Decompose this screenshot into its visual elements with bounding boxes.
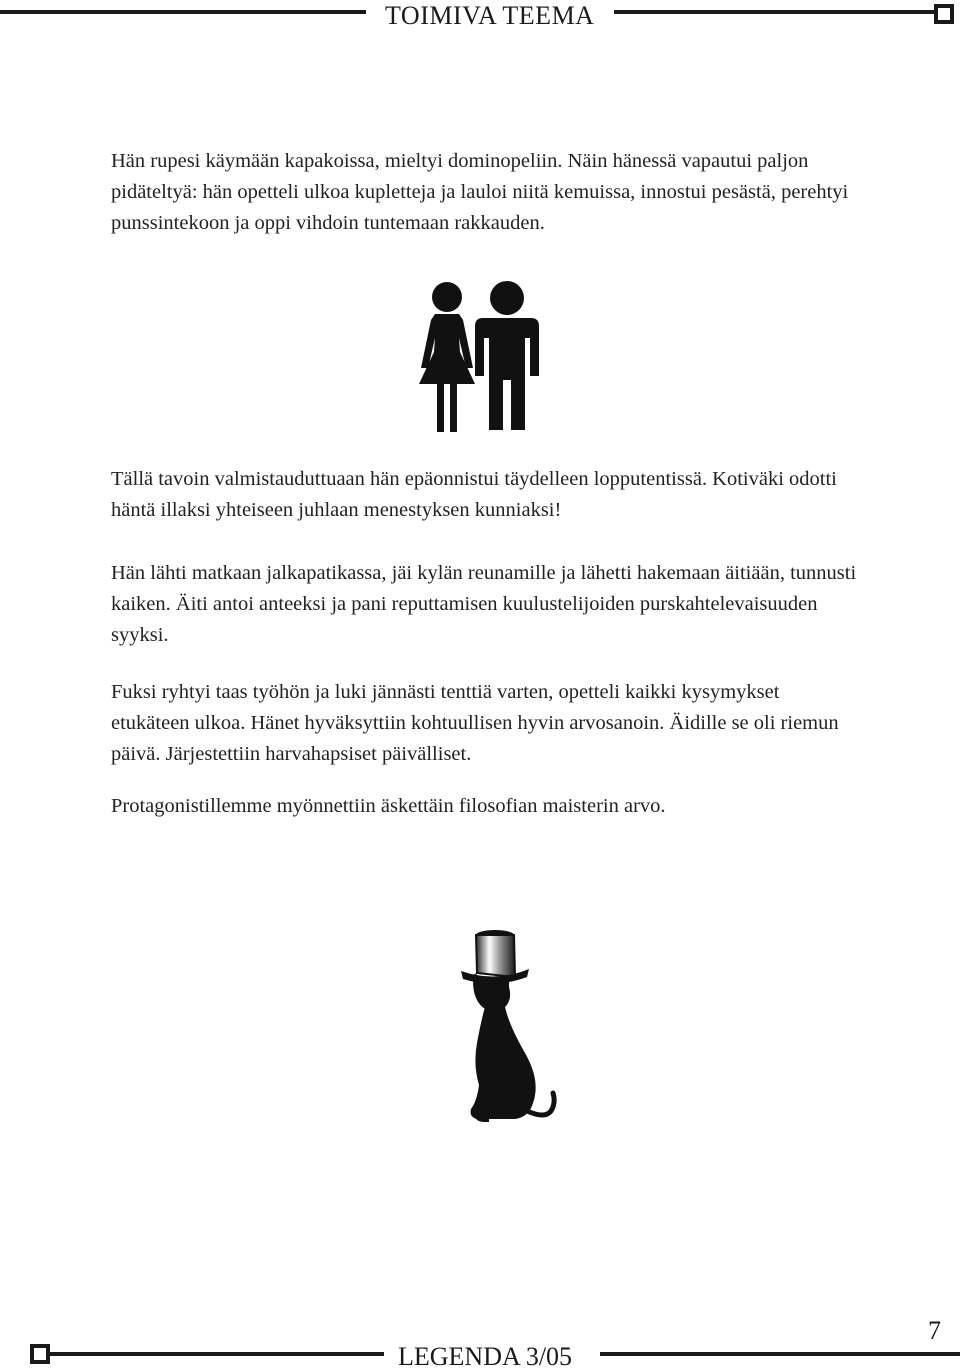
couple-pictogram-icon bbox=[413, 280, 565, 435]
header-rule-left bbox=[0, 10, 366, 14]
header-rule-right bbox=[614, 10, 934, 14]
paragraph-2: Tällä tavoin valmistauduttuaan hän epäonnistui täydelleen lopputentissä. Kotiväki odotti häntä illaksi yhteiseen juhlaan menestyksen kunniaksi! bbox=[111, 468, 837, 521]
footer-square-icon bbox=[30, 1344, 50, 1364]
paragraph-4: Fuksi ryhtyi taas työhön ja luki jännästi tenttiä varten, opetteli kaikki kysymykset etukäteen ulkoa. Hänet hyväksyttiin kohtuullisen hyvin arvosanoin. Äidille se oli riemun päivä. Järjestettiin harvahapsiset päivälliset. bbox=[111, 681, 839, 765]
header-title: TOIMIVA TEEMA bbox=[385, 1, 595, 30]
header-square-icon bbox=[934, 4, 954, 24]
cat-with-top-hat-icon bbox=[455, 925, 565, 1130]
footer-rule-right bbox=[600, 1352, 960, 1356]
page-number: 7 bbox=[928, 1316, 941, 1345]
footer-rule-left bbox=[50, 1352, 384, 1356]
footer-title: LEGENDA 3/05 bbox=[398, 1342, 573, 1371]
paragraph-3: Hän lähti matkaan jalkapatikassa, jäi kylän reunamille ja lähetti hakemaan äitiään, tunnusti kaiken. Äiti antoi anteeksi ja pani reputtamisen kuulustelijoiden purskahtelevaisuuden syyksi. bbox=[111, 562, 857, 646]
paragraph-1: Hän rupesi käymään kapakoissa, mieltyi dominopeliin. Näin hänessä vapautui paljon pidäteltyä: hän opetteli ulkoa kupletteja ja lauloi niitä kemuissa, innostui pesästä, perehtyi punssintekoon ja oppi vihdoin tuntemaan rakkauden. bbox=[111, 150, 849, 234]
paragraph-5: Protagonistillemme myönnettiin äskettäin filosofian maisterin arvo. bbox=[111, 795, 666, 817]
